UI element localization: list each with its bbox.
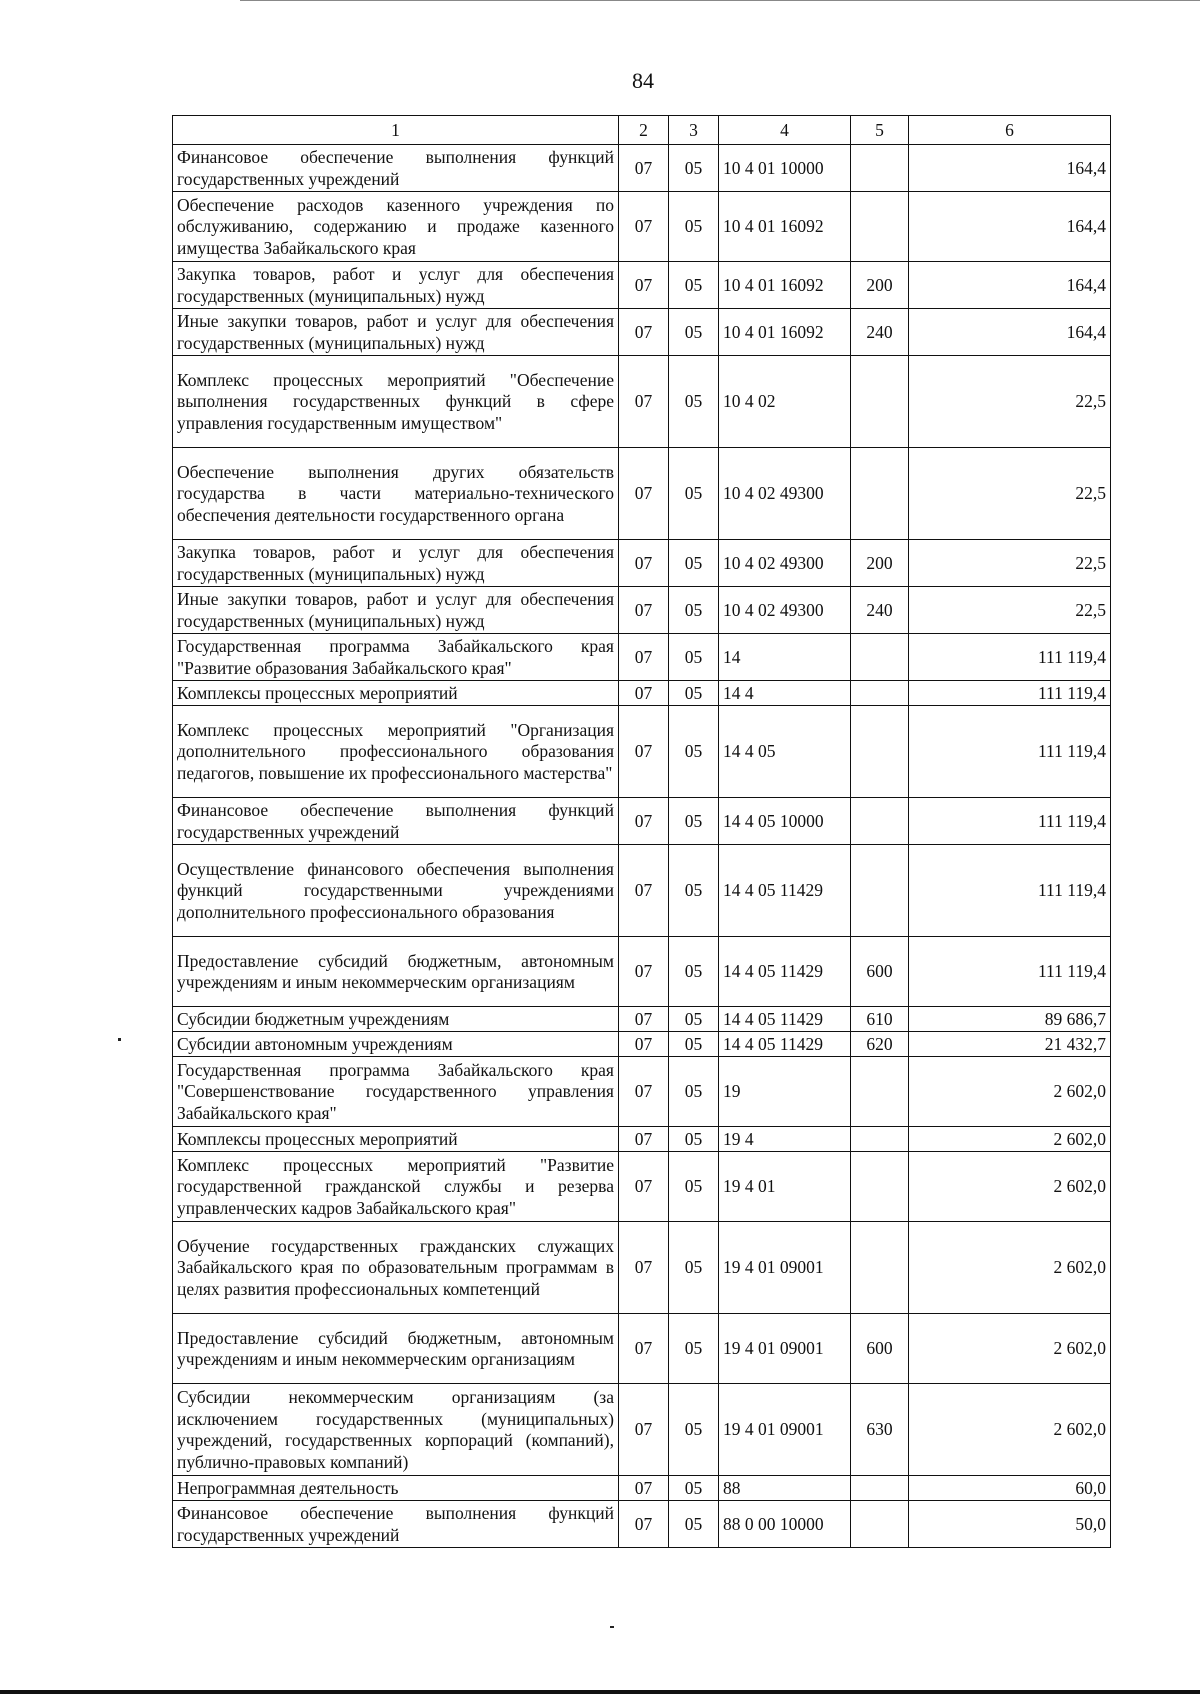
row-target-item-cell: 10 4 02 49300 <box>719 448 851 540</box>
row-expense-type-cell: 200 <box>851 262 909 309</box>
scan-top-edge <box>240 0 1200 1</box>
table-row <box>173 1127 1111 1152</box>
table-header-row <box>173 116 1111 145</box>
row-section-cell: 07 <box>619 1314 669 1384</box>
row-expense-type-cell <box>851 1222 909 1314</box>
table-row <box>173 1222 1111 1314</box>
row-name-cell: Комплекс процессных мероприятий "Обеспечение выполнения государственных функций в сфере управления государственным имуществом" <box>173 356 619 448</box>
row-amount-cell: 22,5 <box>909 356 1111 448</box>
row-target-item-cell: 19 4 01 <box>719 1152 851 1222</box>
table-row <box>173 1057 1111 1127</box>
row-subsection-cell: 05 <box>669 681 719 706</box>
table-row <box>173 262 1111 309</box>
row-subsection-cell: 05 <box>669 192 719 262</box>
row-amount-cell: 60,0 <box>909 1476 1111 1501</box>
row-target-item-cell: 19 4 <box>719 1127 851 1152</box>
table-row <box>173 845 1111 937</box>
row-name-cell: Финансовое обеспечение выполнения функций государственных учреждений <box>173 798 619 845</box>
page-number: 84 <box>632 68 654 93</box>
row-target-item-cell: 14 4 05 11429 <box>719 937 851 1007</box>
row-target-item-cell: 10 4 02 49300 <box>719 540 851 587</box>
row-expense-type-cell <box>851 1127 909 1152</box>
row-amount-cell: 2 602,0 <box>909 1314 1111 1384</box>
table-row <box>173 706 1111 798</box>
row-name-cell: Иные закупки товаров, работ и услуг для обеспечения государственных (муниципальных) нужд <box>173 309 619 356</box>
row-section-cell: 07 <box>619 587 669 634</box>
row-target-item-cell: 14 <box>719 634 851 681</box>
row-section-cell: 07 <box>619 634 669 681</box>
table-row <box>173 937 1111 1007</box>
row-expense-type-cell <box>851 448 909 540</box>
row-amount-cell: 111 119,4 <box>909 634 1111 681</box>
row-section-cell: 07 <box>619 309 669 356</box>
row-subsection-cell: 05 <box>669 1384 719 1476</box>
row-amount-cell: 111 119,4 <box>909 845 1111 937</box>
row-target-item-cell: 19 4 01 09001 <box>719 1314 851 1384</box>
row-amount-cell: 2 602,0 <box>909 1152 1111 1222</box>
row-expense-type-cell <box>851 192 909 262</box>
table-row <box>173 1032 1111 1057</box>
row-name-cell: Субсидии бюджетным учреждениям <box>173 1007 619 1032</box>
row-expense-type-cell <box>851 1501 909 1548</box>
row-subsection-cell: 05 <box>669 1476 719 1501</box>
row-section-cell: 07 <box>619 706 669 798</box>
row-name-cell: Иные закупки товаров, работ и услуг для обеспечения государственных (муниципальных) нужд <box>173 587 619 634</box>
row-expense-type-cell <box>851 634 909 681</box>
row-expense-type-cell: 620 <box>851 1032 909 1057</box>
row-subsection-cell: 05 <box>669 356 719 448</box>
row-expense-type-cell: 200 <box>851 540 909 587</box>
row-amount-cell: 111 119,4 <box>909 706 1111 798</box>
row-name-cell: Комплекс процессных мероприятий "Развитие государственной гражданской службы и резерва управленческих кадров Забайкальского края" <box>173 1152 619 1222</box>
row-target-item-cell: 19 4 01 09001 <box>719 1384 851 1476</box>
row-subsection-cell: 05 <box>669 706 719 798</box>
row-section-cell: 07 <box>619 540 669 587</box>
row-section-cell: 07 <box>619 1057 669 1127</box>
column-header-target-item: 4 <box>719 116 851 145</box>
row-subsection-cell: 05 <box>669 262 719 309</box>
row-name-cell: Предоставление субсидий бюджетным, автономным учреждениям и иным некоммерческим организациям <box>173 1314 619 1384</box>
row-subsection-cell: 05 <box>669 309 719 356</box>
scan-bottom-edge <box>0 1690 1200 1694</box>
row-section-cell: 07 <box>619 681 669 706</box>
row-subsection-cell: 05 <box>669 634 719 681</box>
row-name-cell: Обучение государственных гражданских служащих Забайкальского края по образовательным программам в целях развития профессиональных компетенций <box>173 1222 619 1314</box>
column-header-amount: 6 <box>909 116 1111 145</box>
row-subsection-cell: 05 <box>669 1222 719 1314</box>
table-row <box>173 540 1111 587</box>
table-row <box>173 1314 1111 1384</box>
row-name-cell: Финансовое обеспечение выполнения функций государственных учреждений <box>173 145 619 192</box>
scan-speck <box>610 1626 614 1628</box>
row-amount-cell: 2 602,0 <box>909 1127 1111 1152</box>
row-name-cell: Обеспечение выполнения других обязательств государства в части материально-технического обеспечения деятельности государственного органа <box>173 448 619 540</box>
row-amount-cell: 22,5 <box>909 448 1111 540</box>
row-amount-cell: 111 119,4 <box>909 937 1111 1007</box>
row-expense-type-cell <box>851 798 909 845</box>
row-amount-cell: 22,5 <box>909 540 1111 587</box>
table-row <box>173 1476 1111 1501</box>
table-row <box>173 681 1111 706</box>
row-name-cell: Предоставление субсидий бюджетным, автономным учреждениям и иным некоммерческим организациям <box>173 937 619 1007</box>
row-expense-type-cell: 610 <box>851 1007 909 1032</box>
row-target-item-cell: 10 4 01 16092 <box>719 262 851 309</box>
row-subsection-cell: 05 <box>669 798 719 845</box>
row-amount-cell: 2 602,0 <box>909 1384 1111 1476</box>
row-target-item-cell: 10 4 01 10000 <box>719 145 851 192</box>
row-name-cell: Субсидии некоммерческим организациям (за исключением государственных (муниципальных) учреждений, государственных корпораций (компаний), публично-правовых компаний) <box>173 1384 619 1476</box>
row-name-cell: Государственная программа Забайкальского края "Совершенствование государственного управления Забайкальского края" <box>173 1057 619 1127</box>
row-target-item-cell: 88 <box>719 1476 851 1501</box>
row-expense-type-cell: 600 <box>851 937 909 1007</box>
table-row <box>173 634 1111 681</box>
row-name-cell: Осуществление финансового обеспечения выполнения функций государственными учреждениями дополнительного профессионального образования <box>173 845 619 937</box>
row-name-cell: Закупка товаров, работ и услуг для обеспечения государственных (муниципальных) нужд <box>173 540 619 587</box>
row-target-item-cell: 10 4 02 49300 <box>719 587 851 634</box>
row-expense-type-cell <box>851 1057 909 1127</box>
row-amount-cell: 22,5 <box>909 587 1111 634</box>
row-amount-cell: 164,4 <box>909 145 1111 192</box>
row-target-item-cell: 14 4 05 11429 <box>719 845 851 937</box>
row-section-cell: 07 <box>619 448 669 540</box>
table-row <box>173 145 1111 192</box>
row-name-cell: Комплексы процессных мероприятий <box>173 681 619 706</box>
row-expense-type-cell <box>851 1152 909 1222</box>
row-expense-type-cell: 240 <box>851 309 909 356</box>
row-target-item-cell: 88 0 00 10000 <box>719 1501 851 1548</box>
table-row <box>173 1007 1111 1032</box>
row-expense-type-cell <box>851 681 909 706</box>
row-amount-cell: 164,4 <box>909 192 1111 262</box>
row-target-item-cell: 10 4 01 16092 <box>719 192 851 262</box>
row-expense-type-cell <box>851 356 909 448</box>
row-subsection-cell: 05 <box>669 448 719 540</box>
row-section-cell: 07 <box>619 1032 669 1057</box>
row-subsection-cell: 05 <box>669 1501 719 1548</box>
row-amount-cell: 111 119,4 <box>909 681 1111 706</box>
row-subsection-cell: 05 <box>669 1127 719 1152</box>
row-section-cell: 07 <box>619 262 669 309</box>
row-target-item-cell: 14 4 05 <box>719 706 851 798</box>
row-target-item-cell: 19 <box>719 1057 851 1127</box>
row-target-item-cell: 10 4 01 16092 <box>719 309 851 356</box>
row-subsection-cell: 05 <box>669 540 719 587</box>
row-name-cell: Субсидии автономным учреждениям <box>173 1032 619 1057</box>
row-subsection-cell: 05 <box>669 1057 719 1127</box>
row-subsection-cell: 05 <box>669 1032 719 1057</box>
row-subsection-cell: 05 <box>669 1152 719 1222</box>
row-target-item-cell: 14 4 05 11429 <box>719 1007 851 1032</box>
table-row <box>173 192 1111 262</box>
row-section-cell: 07 <box>619 1152 669 1222</box>
row-name-cell: Государственная программа Забайкальского края "Развитие образования Забайкальского края" <box>173 634 619 681</box>
row-target-item-cell: 14 4 <box>719 681 851 706</box>
row-subsection-cell: 05 <box>669 937 719 1007</box>
table-row <box>173 1152 1111 1222</box>
row-expense-type-cell <box>851 706 909 798</box>
row-amount-cell: 50,0 <box>909 1501 1111 1548</box>
row-amount-cell: 164,4 <box>909 262 1111 309</box>
row-amount-cell: 164,4 <box>909 309 1111 356</box>
row-section-cell: 07 <box>619 1127 669 1152</box>
row-subsection-cell: 05 <box>669 845 719 937</box>
column-header-name: 1 <box>173 116 619 145</box>
table-body <box>173 145 1111 1548</box>
row-amount-cell: 89 686,7 <box>909 1007 1111 1032</box>
row-target-item-cell: 14 4 05 10000 <box>719 798 851 845</box>
table-row <box>173 448 1111 540</box>
table-row <box>173 356 1111 448</box>
column-header-subsection: 3 <box>669 116 719 145</box>
row-subsection-cell: 05 <box>669 145 719 192</box>
row-subsection-cell: 05 <box>669 587 719 634</box>
row-section-cell: 07 <box>619 1476 669 1501</box>
table-row <box>173 1384 1111 1476</box>
column-header-section: 2 <box>619 116 669 145</box>
row-amount-cell: 21 432,7 <box>909 1032 1111 1057</box>
row-section-cell: 07 <box>619 192 669 262</box>
table-row <box>173 1501 1111 1548</box>
row-section-cell: 07 <box>619 1501 669 1548</box>
row-target-item-cell: 14 4 05 11429 <box>719 1032 851 1057</box>
table-row <box>173 798 1111 845</box>
row-section-cell: 07 <box>619 798 669 845</box>
column-header-expense-type: 5 <box>851 116 909 145</box>
row-expense-type-cell: 240 <box>851 587 909 634</box>
row-expense-type-cell <box>851 845 909 937</box>
row-target-item-cell: 19 4 01 09001 <box>719 1222 851 1314</box>
row-name-cell: Финансовое обеспечение выполнения функций государственных учреждений <box>173 1501 619 1548</box>
row-name-cell: Обеспечение расходов казенного учреждения по обслуживанию, содержанию и продаже казенного имущества Забайкальского края <box>173 192 619 262</box>
row-section-cell: 07 <box>619 937 669 1007</box>
table-row <box>173 587 1111 634</box>
row-amount-cell: 111 119,4 <box>909 798 1111 845</box>
row-amount-cell: 2 602,0 <box>909 1222 1111 1314</box>
table-row <box>173 309 1111 356</box>
budget-table <box>172 115 1111 1548</box>
row-target-item-cell: 10 4 02 <box>719 356 851 448</box>
row-expense-type-cell: 600 <box>851 1314 909 1384</box>
row-section-cell: 07 <box>619 1222 669 1314</box>
row-name-cell: Непрограммная деятельность <box>173 1476 619 1501</box>
row-section-cell: 07 <box>619 845 669 937</box>
row-name-cell: Комплексы процессных мероприятий <box>173 1127 619 1152</box>
row-section-cell: 07 <box>619 356 669 448</box>
row-expense-type-cell: 630 <box>851 1384 909 1476</box>
row-section-cell: 07 <box>619 1384 669 1476</box>
row-section-cell: 07 <box>619 145 669 192</box>
row-name-cell: Закупка товаров, работ и услуг для обеспечения государственных (муниципальных) нужд <box>173 262 619 309</box>
row-amount-cell: 2 602,0 <box>909 1057 1111 1127</box>
row-expense-type-cell <box>851 145 909 192</box>
row-section-cell: 07 <box>619 1007 669 1032</box>
row-subsection-cell: 05 <box>669 1314 719 1384</box>
row-name-cell: Комплекс процессных мероприятий "Организация дополнительного профессионального образования педагогов, повышение их профессионального мастерства" <box>173 706 619 798</box>
scan-speck <box>118 1038 121 1041</box>
row-expense-type-cell <box>851 1476 909 1501</box>
row-subsection-cell: 05 <box>669 1007 719 1032</box>
